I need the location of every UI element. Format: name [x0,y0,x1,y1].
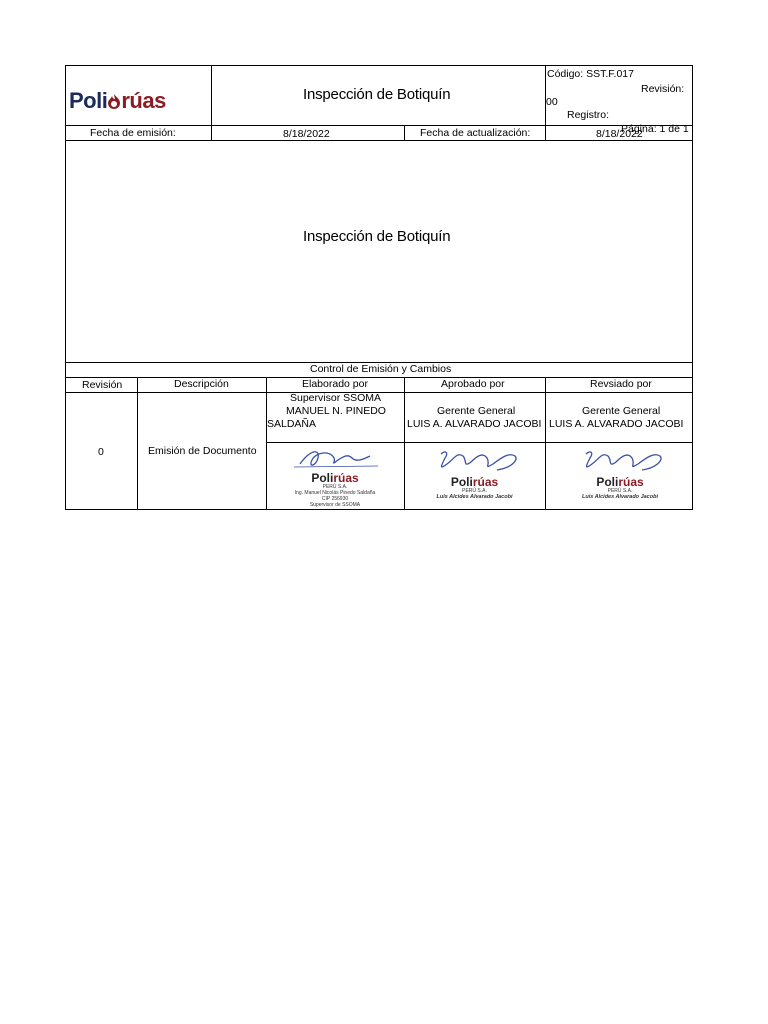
elaborado-name-line2: SALDAÑA [267,418,317,430]
revisado-name: LUIS A. ALVARADO JACOBI [549,418,684,430]
stamp-caption: Luis Alcides Alvarado Jacobi [436,494,513,500]
stamp-caption: Luis Alcides Alvarado Jacobi [581,494,658,500]
document-code: Código: SST.F.017 [547,68,634,80]
revision-label: Revisión: [641,83,685,95]
page-number: Página: 1 de 1 [621,123,689,135]
control-title: Control de Emisión y Cambios [310,363,452,375]
aprobado-signature: Polirúas PERÚ S.A. Luis Alcides Alvarado Jacobi [409,446,540,500]
elaborado-role: Supervisor SSOMA [290,392,382,404]
col-revision: Revisión [82,379,123,391]
revisado-signature: Polirúas PERÚ S.A. Luis Alcides Alvarado Jacobi [550,446,690,500]
signature-scribble-icon [427,446,523,476]
stamp-sub: PERÚ S.A. [322,484,348,490]
flame-icon [106,93,122,110]
col-elaborado: Elaborado por [302,378,368,390]
company-logo [66,66,211,126]
header-title: Inspección de Botiquín [303,86,451,103]
aprobado-role: Gerente General [437,405,516,417]
logo-text-left: Poli [69,88,108,113]
stamp-caption: Ing. Manuel Nicolás Pinedo Saldaña [294,490,376,496]
logo-text-right: rúas [121,88,166,113]
stamp-role: Supervisor de SSOMA [309,502,361,508]
body-title: Inspección de Botiquín [303,228,451,245]
update-date-value: 8/18/2022 [596,128,643,140]
stamp-cip: CIP 256930 [321,496,349,502]
elaborado-signature: Polirúas PERÚ S.A. Ing. Manuel Nicolás Pinedo Saldaña CIP 256930 Supervisor de SSOMA [271,446,399,508]
aprobado-name: LUIS A. ALVARADO JACOBI [407,418,542,430]
update-date-label: Fecha de actualización: [420,127,531,139]
emission-date-label: Fecha de emisión: [90,127,176,139]
col-revisado: Revsiado por [590,378,652,390]
registro-label: Registro: [567,109,610,121]
elaborado-name-line1: MANUEL N. PINEDO [286,405,386,417]
col-aprobado: Aprobado por [441,378,505,390]
revisado-role: Gerente General [582,405,661,417]
row-revision: 0 [98,446,104,458]
emission-date-value: 8/18/2022 [283,128,330,140]
signature-scribble-icon [572,446,668,476]
document-form [65,65,693,510]
row-description: Emisión de Documento [148,445,257,457]
col-description: Descripción [174,378,229,390]
revision-value: 00 [546,96,558,108]
signature-scribble-icon [290,446,380,472]
